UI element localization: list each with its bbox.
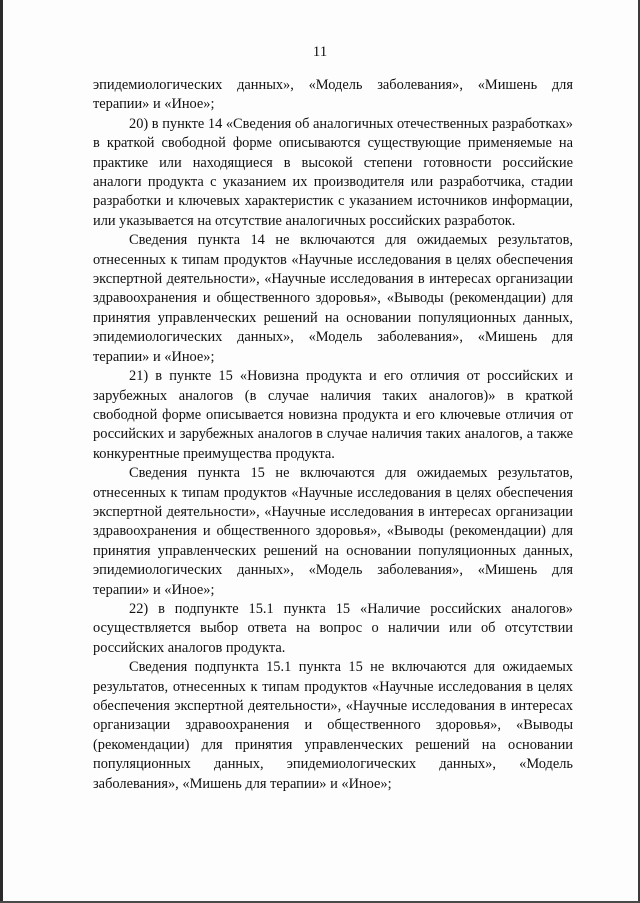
document-body bbox=[93, 76, 573, 794]
paragraph-note-15: Сведения пункта 15 не включаются для ожидаемых результатов, отнесенных к типам продуктов «Научные исследования в целях обеспечения экспертной деятельности», «Научные исследования в интересах организации здравоохранения и общественного здоровья», «Выводы (рекомендации) для принятия управленческих решений на основании популяционных данных, эпидемиологических данных», «Модель заболевания», «Мишень для терапии» и «Иное»; bbox=[93, 465, 573, 598]
scan-edge-left bbox=[0, 0, 3, 903]
paragraph-continuation: эпидемиологических данных», «Модель заболевания», «Мишень для терапии» и «Иное»; bbox=[93, 77, 573, 113]
paragraph-item-22: 22) в подпункте 15.1 пункта 15 «Наличие российских аналогов» осуществляется выбор ответа на вопрос о наличии или об отсутствии российских аналогов продукта. bbox=[93, 600, 573, 656]
paragraph-item-20: 20) в пункте 14 «Сведения об аналогичных отечественных разработках» в краткой свободной форме описываются существующие применяемые на практике или находящиеся в высокой степени готовности российские аналоги продукта с указанием их производителя или разработчика, стадии разработки и ключевых характеристик с указанием источников информации, или указывается на отсутствие аналогичных российских разработок. bbox=[93, 115, 573, 229]
paragraph-note-14: Сведения пункта 14 не включаются для ожидаемых результатов, отнесенных к типам продуктов «Научные исследования в целях обеспечения экспертной деятельности», «Научные исследования в интересах организации здравоохранения и общественного здоровья», «Выводы (рекомендации) для принятия управленческих решений на основании популяционных данных, эпидемиологических данных», «Модель заболевания», «Мишень для терапии» и «Иное»; bbox=[93, 232, 573, 365]
paragraph-note-15-1: Сведения подпункта 15.1 пункта 15 не включаются для ожидаемых результатов, отнесенных к типам продуктов «Научные исследования в целях обеспечения экспертной деятельности», «Научные исследования в интересах организации здравоохранения и общественного здоровья», «Выводы (рекомендации) для принятия управленческих решений на основании популяционных данных, эпидемиологических данных», «Модель заболевания», «Мишень для терапии» и «Иное»; bbox=[93, 659, 573, 792]
page-number: 11 bbox=[312, 44, 328, 60]
paragraph-item-21: 21) в пункте 15 «Новизна продукта и его отличия от российских и зарубежных аналогов (в случае наличия таких аналогов)» в краткой свободной форме описывается новизна продукта и его ключевые отличия от российских и зарубежных аналогов в случае наличия таких аналогов, а также конкурентные преимущества продукта. bbox=[93, 368, 573, 462]
